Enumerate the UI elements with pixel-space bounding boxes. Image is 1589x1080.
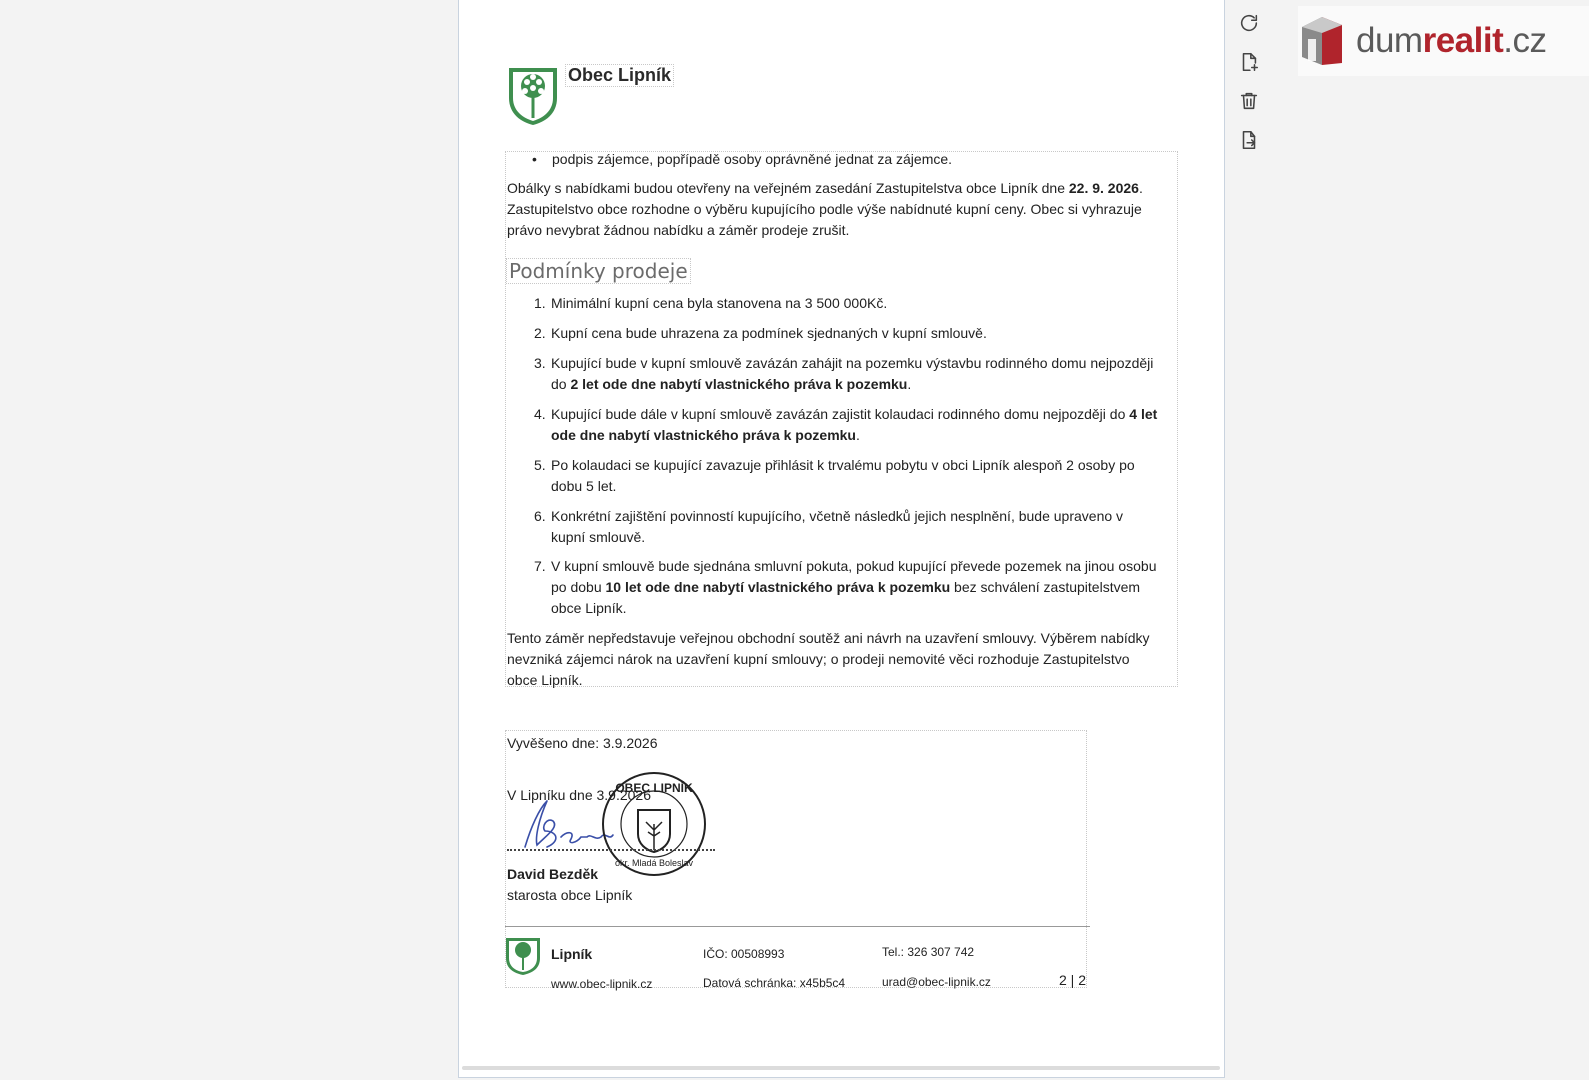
list-item: 3. Kupující bude v kupní smlouvě zavázán zahájit na pozemku výstavbu rodinného domu nejpozději do 2 let ode dne nabytí vlastnického práva k pozemku. (534, 355, 1154, 392)
signer-name: David Bezděk (507, 866, 599, 882)
list-item: • podpis zájemce, popřípadě osoby oprávněné jednat za zájemce. (534, 151, 952, 167)
footer-ico: IČO: 00508993 (703, 947, 785, 961)
signature-frame (505, 730, 1087, 988)
footer-phone: Tel.: 326 307 742 (882, 945, 975, 959)
footer-divider (505, 926, 1090, 927)
add-page-icon[interactable] (1236, 49, 1262, 75)
document-title: Obec Lipník (565, 64, 674, 87)
signer-role: starosta obce Lipník (507, 887, 633, 903)
municipality-crest-icon (507, 66, 559, 126)
list-item: 7. V kupní smlouvě bude sjednána smluvní pokuta, pokud kupující převede pozemek na jinou osobu po dobu 10 let ode dne nabytí vlastnického práva k pozemku bez schválení zastupitelstvem obce Lipník. (534, 558, 1157, 616)
footer-databox: Datová schránka: x45b5c4 (703, 976, 846, 990)
list-item: 6. Konkrétní zajištění povinností kupujícího, včetně následků jejich nesplnění, bude upraveno v kupní smlouvě. (534, 508, 1124, 545)
section-heading: Podmínky prodeje (506, 258, 691, 284)
svg-text:okr. Mladá Boleslav: okr. Mladá Boleslav (614, 858, 694, 868)
brand-name: dumrealit.cz (1356, 21, 1547, 60)
place-date: V Lipníku dne 3.9.2026 (507, 787, 652, 803)
trash-icon[interactable] (1236, 88, 1262, 114)
svg-text:OBEC LIPNÍK: OBEC LIPNÍK (615, 781, 693, 795)
footer-name: Lipník (551, 946, 593, 962)
page-number: 2 | 2 (1059, 972, 1086, 988)
export-page-icon[interactable] (1236, 127, 1262, 153)
list-item: 1. Minimální kupní cena byla stanovena na 3 500 000Kč. (534, 295, 888, 311)
footer-crest-icon (505, 937, 541, 975)
brand-logo (1298, 6, 1589, 76)
posted-date: Vyvěšeno dne: 3.9.2026 (507, 735, 658, 751)
refresh-icon[interactable] (1236, 10, 1262, 36)
signature-line (507, 849, 715, 851)
closing-paragraph: Tento záměr nepředstavuje veřejnou obchodní soutěž ani návrh na uzavření smlouvy. Výběrem nabídky nevzniká zájemci nárok na uzavření kupní smlouvy; o prodeji nemovité věci rozhoduje Zastupitelstvo obce Lipník. (507, 630, 1150, 688)
house-logo-icon (1298, 13, 1346, 69)
list-item: 4. Kupující bude dále v kupní smlouvě zavázán zajistit kolaudaci rodinného domu nejpozději do 4 let ode dne nabytí vlastnického práva k pozemku. (534, 406, 1158, 443)
footer-email: urad@obec-lipnik.cz (882, 975, 991, 989)
footer-website: www.obec-lipnik.cz (551, 977, 653, 991)
opening-paragraph: Obálky s nabídkami budou otevřeny na veřejném zasedání Zastupitelstva obce Lipník dne 22. 9. 2026. Zastupitelstvo obce rozhodne o výběru kupujícího podle výše nabídnuté kupní ceny. Obec si vyhrazuje právo nevybrat žádnou nabídku a záměr prodeje zrušit. (507, 180, 1143, 238)
page-toolbar (1236, 10, 1264, 166)
list-item: 5. Po kolaudaci se kupující zavazuje přihlásit k trvalému pobytu v obci Lipník alespoň 2 osoby po dobu 5 let. (534, 457, 1135, 494)
page-edge (462, 1066, 1220, 1070)
list-item: 2. Kupní cena bude uhrazena za podmínek sjednaných v kupní smlouvě. (534, 325, 987, 341)
official-stamp (600, 770, 708, 878)
